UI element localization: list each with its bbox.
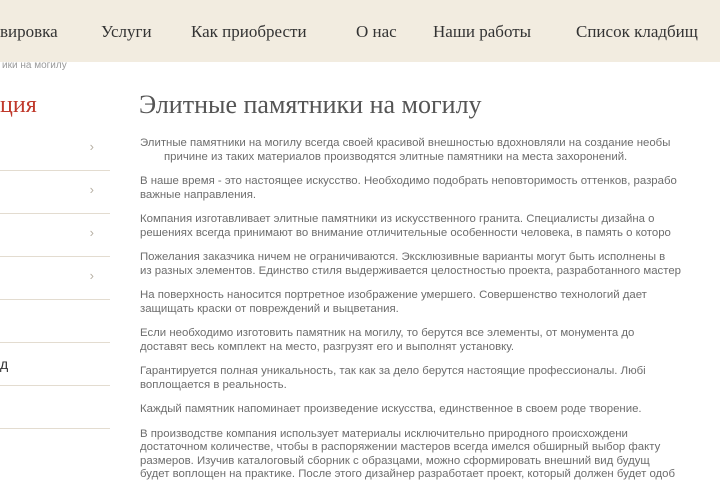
nav-item-our-works[interactable]: Наши работы [433, 22, 532, 41]
paragraph [140, 251, 720, 278]
text-line: из разных элементов. Единство стиля выдерживается целостностью проекта, разработанного мастер [140, 264, 682, 277]
text-line: воплощается в реальность. [140, 378, 287, 391]
sidebar-item[interactable] [0, 171, 110, 214]
sidebar-heading: ция [0, 92, 37, 118]
text-line: будет воплощен на практике. После этого дизайнер разработает проект, который должен будет одоб [140, 468, 676, 480]
paragraph [140, 175, 720, 202]
paragraph [140, 403, 720, 417]
text-line: размеров. Изучив каталоговый сборник с образцами, можно сформировать внешний вид будущ [140, 454, 650, 467]
text-line: Компания изготавливает элитные памятники из искусственного гранита. Специалисты дизайна о [140, 213, 655, 225]
text-line: На поверхность наносится портретное изображение умершего. Совершенство технологий дает [140, 289, 647, 301]
nav-item-cemetery-list[interactable]: Список кладбищ [576, 22, 698, 41]
text-line: защищать краски от повреждений и выцветания. [140, 302, 399, 315]
top-navigation [0, 0, 720, 62]
sidebar-item-label: д [0, 356, 9, 372]
chevron-right-icon: › [89, 268, 94, 283]
text-line: Элитные памятники на могилу всегда своей красивой внешностью вдохновляли на создание необы [140, 137, 671, 149]
paragraph [140, 428, 720, 482]
paragraph [140, 213, 720, 240]
nav-item-engraving[interactable]: вировка [0, 22, 58, 41]
text-line: Гарантируется полная уникальность, так как за дело берутся настоящие профессионалы. Любі [140, 365, 646, 377]
nav-item-about[interactable]: О нас [356, 22, 397, 41]
sidebar-item[interactable] [0, 128, 110, 171]
sidebar-menu [0, 128, 110, 429]
breadcrumb[interactable]: ики на могилу [2, 60, 67, 71]
text-line: доставят весь комплект на место, разгрузят его и выполнят установку. [140, 340, 514, 353]
sidebar-item[interactable] [0, 257, 110, 300]
text-line: Пожелания заказчика ничем не ограничиваются. Эксклюзивные варианты могут быть исполнены в [140, 251, 666, 263]
nav-item-services[interactable]: Услуги [101, 22, 152, 41]
text-line: Если необходимо изготовить памятник на могилу, то берутся все элементы, от монумента до [140, 327, 635, 339]
chevron-right-icon: › [89, 225, 94, 240]
text-line: решениях всегда принимают во внимание отличительные особенности человека, в память о которо [140, 226, 671, 239]
nav-item-how-to-buy[interactable]: Как приобрести [191, 22, 307, 41]
sidebar-item[interactable] [0, 386, 110, 429]
paragraph [140, 137, 720, 164]
text-line: важные направления. [140, 188, 257, 201]
chevron-right-icon: › [89, 182, 94, 197]
chevron-right-icon: › [89, 139, 94, 154]
page-title: Элитные памятники на могилу [139, 90, 482, 119]
text-line: В наше время - это настоящее искусство. Необходимо подобрать неповторимость оттенков, разрабо [140, 175, 677, 187]
sidebar-item[interactable] [0, 214, 110, 257]
paragraph [140, 289, 720, 316]
paragraph [140, 327, 720, 354]
sidebar-item[interactable] [0, 343, 110, 386]
sidebar-item[interactable] [0, 300, 110, 343]
text-line: причине из таких материалов производятся элитные памятники на места захоронений. [164, 150, 628, 163]
text-line: достаточном количестве, чтобы в распоряжении мастеров всегда имелся обширный выбор факту [140, 441, 661, 453]
article-content [140, 137, 720, 493]
paragraph [140, 365, 720, 392]
text-line: В производстве компания использует материалы исключительно природного происхождени [140, 427, 628, 440]
text-line: Каждый памятник напоминает произведение искусства, единственное в своем роде творение. [140, 403, 642, 415]
